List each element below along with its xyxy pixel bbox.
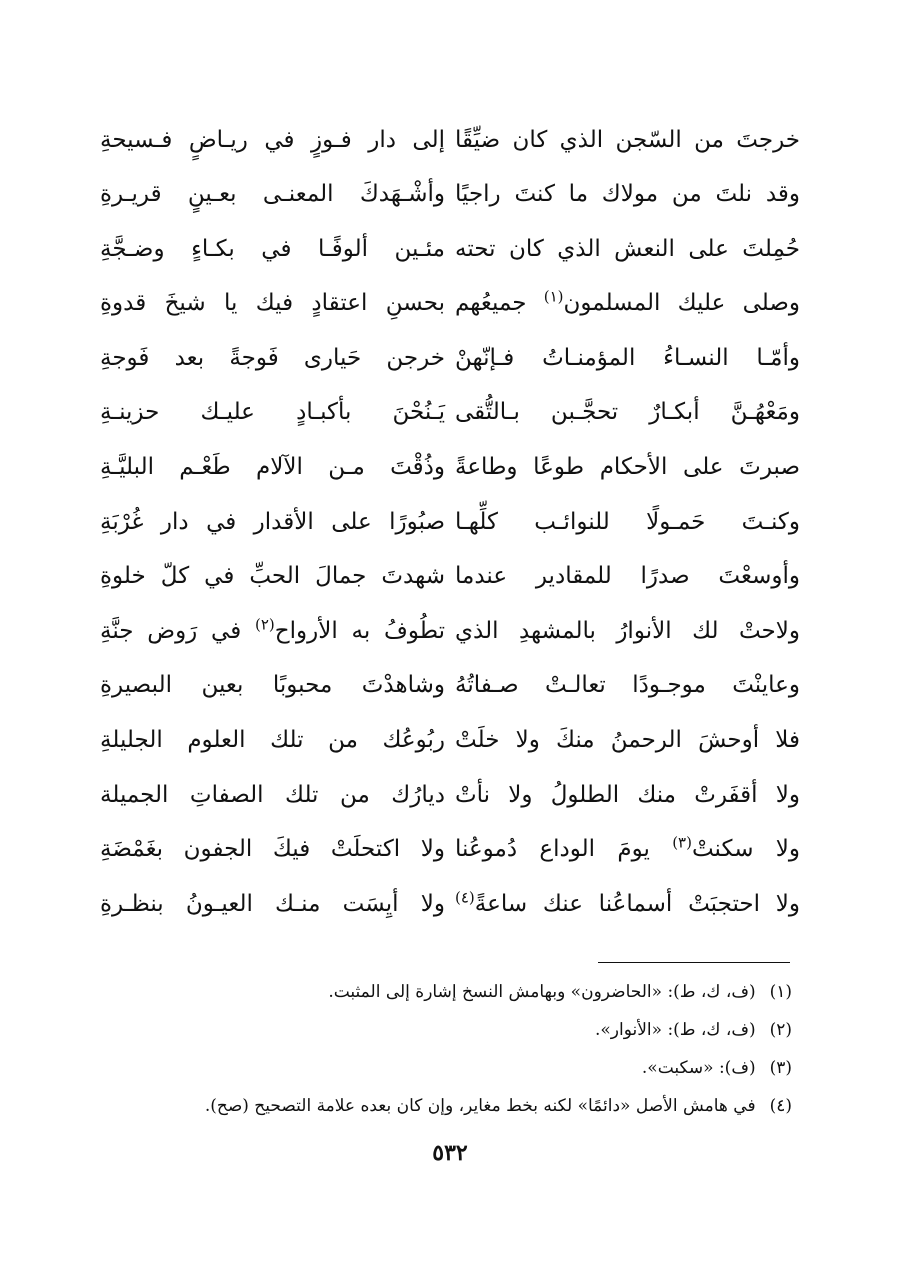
second-hemistich: ديارُك من تلك الصفاتِ الجميلة <box>100 781 445 808</box>
second-hemistich: إلى دار فـوزٍ في ريـاضٍ فـسيحةِ <box>100 126 445 153</box>
verse <box>100 714 800 769</box>
first-hemistich: وقد نلتَ من مولاك ما كنتَ راجيًا <box>455 181 800 208</box>
first-hemistich: وصلى عليك المسلمون$^{(١)}$ جميعُهم <box>455 287 800 317</box>
verse <box>100 495 800 550</box>
second-hemistich: ربُوعُك من تلك العلوم الجليلةِ <box>100 727 445 754</box>
footnote-text: (ف): «سكبت». <box>641 1058 756 1078</box>
second-hemistich: بحسنِ اعتقادٍ فيك يا شيخَ قدوةِ <box>100 290 445 317</box>
second-hemistich: وأشْـهَدكَ المعنـى بعـينٍ قريـرةِ <box>100 181 445 208</box>
footnote-number: (٣) <box>769 1058 792 1078</box>
first-hemistich: فلا أوحشَ الرحمنُ منكَ ولا خلَتْ <box>455 727 800 754</box>
first-hemistich: وأوسعْتَ صدرًا للمقادير عندما <box>455 563 800 590</box>
footnote-ref[interactable]: (٤) <box>455 888 475 907</box>
verse <box>100 222 800 277</box>
footnote-separator <box>598 962 790 963</box>
footnote-number: (١) <box>769 982 792 1002</box>
footnote-text: (ف، ك، ط): «الأنوار». <box>594 1020 756 1040</box>
verse <box>100 386 800 441</box>
second-hemistich: شهدتَ جمالَ الحبِّ في كلّ خلوةِ <box>100 563 445 590</box>
first-hemistich: وأمّـا النسـاءُ المؤمنـاتُ فـإنّهنْ <box>455 344 800 371</box>
footnote <box>102 1011 792 1049</box>
verse <box>100 823 800 878</box>
verse <box>100 277 800 332</box>
second-hemistich: خرجن حَيارى فَوجةً بعد فَوجةِ <box>100 344 445 371</box>
second-hemistich: ولا أيِسَت منـك العيـونُ بنظـرةِ <box>100 890 445 917</box>
poem <box>100 113 800 932</box>
first-hemistich: وعاينْتَ موجـودًا تعالـتْ صـفاتُهُ <box>455 672 800 699</box>
footnotes <box>102 973 792 1125</box>
footnote <box>102 973 792 1011</box>
verse <box>100 550 800 605</box>
second-hemistich: ولا اكتحلَتْ فيكَ الجفون بغَمْضَةِ <box>100 836 445 863</box>
verse <box>100 331 800 386</box>
second-hemistich: وذُقْتَ مـن الآلام طَعْـم البليَّـةِ <box>100 454 445 481</box>
second-hemistich: وشاهدْتَ محبوبًا بعين البصيرةِ <box>100 672 445 699</box>
footnote-number: (٤) <box>769 1096 792 1116</box>
first-hemistich: صبرتَ على الأحكام طوعًا وطاعةً <box>455 454 800 481</box>
page-number: ٥٣٢ <box>432 1140 468 1166</box>
first-hemistich: ومَعْهُـنَّ أبكـارٌ تحجَّـبن بـالتُّقى <box>455 399 800 426</box>
second-hemistich: مئـين ألوفًـا في بكـاءٍ وضـجَّةِ <box>100 235 445 262</box>
footnote-text: (ف، ك، ط): «الحاضرون» وبهامش النسخ إشارة إلى المثبت. <box>328 982 756 1002</box>
footnote <box>102 1049 792 1087</box>
footnote-number: (٢) <box>769 1020 792 1040</box>
footnote-text: في هامش الأصل «دائمًا» لكنه بخط مغاير، وإن كان بعده علامة التصحيح (صح). <box>204 1096 756 1116</box>
footnote-ref[interactable]: (١) <box>543 287 564 306</box>
verse <box>100 441 800 496</box>
verse <box>100 877 800 932</box>
first-hemistich: حُمِلتَ على النعش الذي كان تحته <box>455 235 800 262</box>
second-hemistich: تطُوفُ به الأرواح$^{(٢)}$ في رَوض جنَّةِ <box>100 615 446 644</box>
first-hemistich: ولا سكنتْ$^{(٣)}$ يومَ الوداع دُموعُنا <box>455 833 800 863</box>
footnote-ref[interactable]: (٣) <box>672 833 692 852</box>
first-hemistich: وكنـتَ حَمـولًا للنوائـب كلِّهـا <box>455 508 800 535</box>
second-hemistich: يَـنُحْنَ بأكبـادٍ عليـك حزينـةِ <box>100 399 445 426</box>
first-hemistich: خرجتَ من السّجن الذي كان ضيِّقًا <box>455 126 800 153</box>
verse <box>100 604 800 659</box>
first-hemistich: ولا أقفَرتْ منك الطلولُ ولا نأتْ <box>455 781 800 808</box>
verse <box>100 168 800 223</box>
footnote <box>102 1087 792 1125</box>
second-hemistich: صبُورًا على الأقدار في دار غُرْبَةِ <box>100 508 445 535</box>
first-hemistich: ولاحتْ لك الأنوارُ بالمشهدِ الذي <box>455 617 800 644</box>
verse <box>100 768 800 823</box>
footnote-ref[interactable]: (٢) <box>255 615 275 634</box>
verse <box>100 659 800 714</box>
verse <box>100 113 800 168</box>
first-hemistich: ولا احتجبَتْ أسماعُنا عنك ساعةً$^{(٤)}$ <box>455 888 800 917</box>
